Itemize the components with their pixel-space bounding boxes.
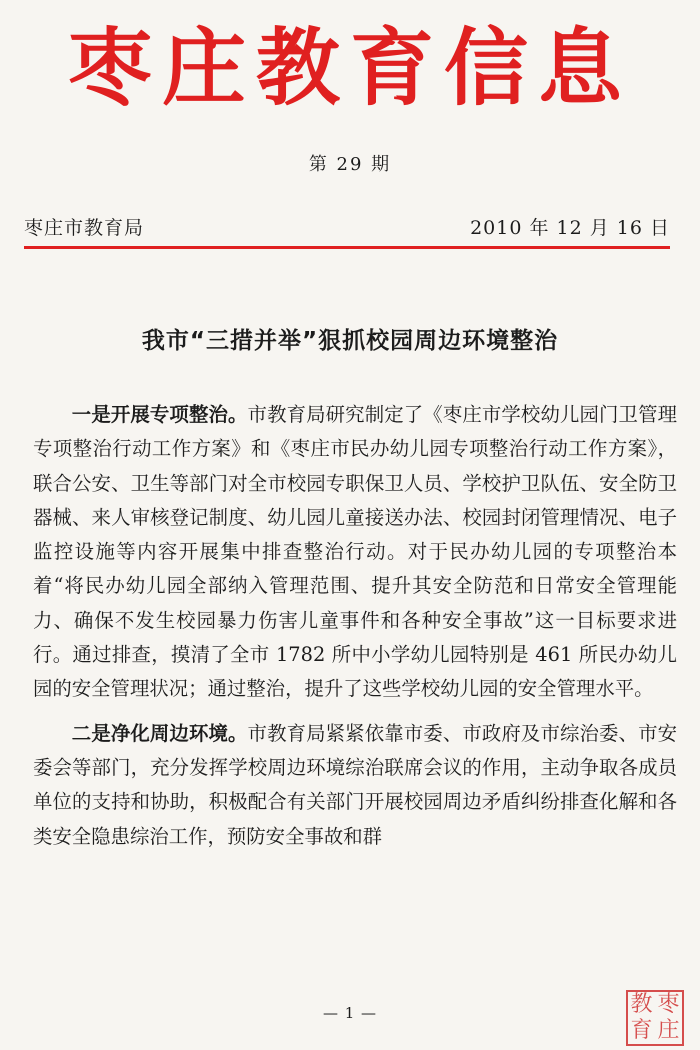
seal-char: 育 — [630, 1018, 653, 1043]
paragraph-1 — [33, 398, 677, 707]
paragraph-2-text: 市教育局紧紧依靠市委、市政府及市综治委、市安委会等部门，充分发挥学校周边环境综治联席会议的作用，主动争取各成员单位的支持和协助，积极配合有关部门开展校园周边矛盾纠纷排查化解和各类安全隐患综治工作，预防安全事故和群 — [33, 721, 678, 848]
paragraph-1-text: 市教育局研究制定了《枣庄市学校幼儿园门卫管理专项整治行动工作方案》和《枣庄市民办幼儿园专项整治行动工作方案》，联合公安、卫生等部门对全市校园专职保卫人员、学校护卫队伍、安全防卫器械、来人审核登记制度、幼儿园儿童接送办法、校园封闭管理情况、电子监控设施等内容开展集中排查整治行动。对于民办幼儿园的专项整治本着“将民办幼儿园全部纳入管理范围、提升其安全防范和日常安全管理能力、确保不发生校园暴力伤害儿童事件和各种安全事故”这一目标要求进行。通过排查，摸清了全市 1782 所中小学幼儿园特别是 461 所民办幼儿园的安全管理状况；通过整治，提升了这些学校幼儿园的安全管理水平。 — [33, 403, 678, 701]
masthead-title: 枣庄教育信息 — [67, 19, 632, 117]
paragraph-1-lead: 一是开展专项整治。 — [71, 403, 248, 426]
seal-stamp — [626, 990, 684, 1046]
seal-char: 枣 — [657, 992, 680, 1017]
page-number: — 1 — — [322, 1004, 378, 1022]
issue-date: 2010 年 12 月 16 日 — [470, 217, 670, 239]
paragraph-2 — [33, 717, 677, 854]
paragraph-2-lead: 二是净化周边环境。 — [71, 721, 248, 745]
issue-number: 第 29 期 — [308, 154, 392, 175]
article-body — [33, 398, 677, 864]
article-title: 我市“三措并举”狠抓校园周边环境整治 — [141, 328, 559, 354]
red-divider — [24, 246, 670, 249]
seal-char: 教 — [630, 992, 653, 1017]
seal-char: 庄 — [657, 1018, 680, 1043]
publisher: 枣庄市教育局 — [24, 217, 145, 239]
